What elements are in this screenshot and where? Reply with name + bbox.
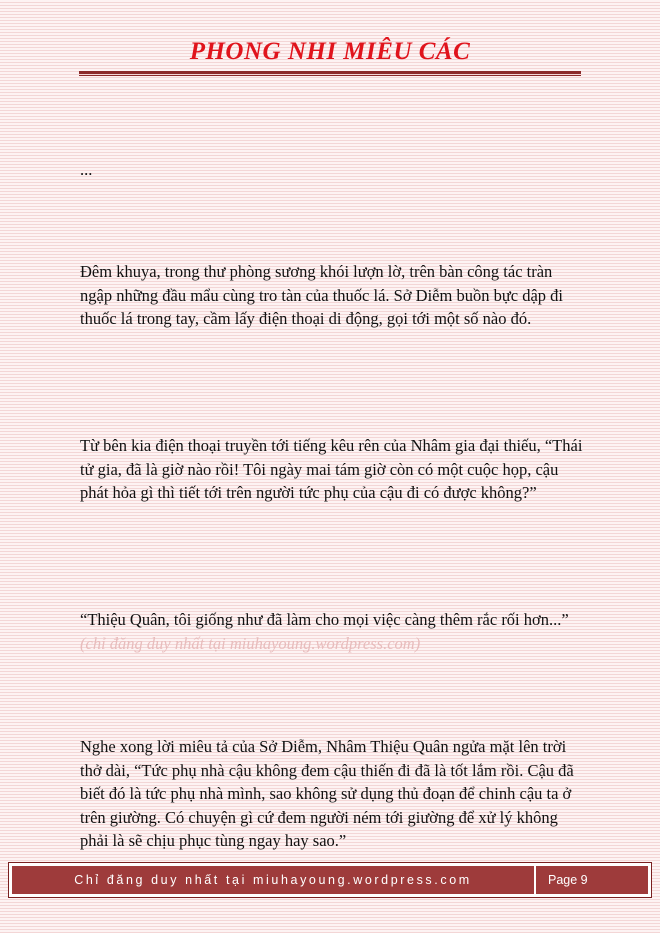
paragraph: Nghe xong lời miêu tả của Sở Diễm, Nhâm Thiệu Quân ngửa mặt lên trời thở dài, “Tức phụ nhà cậu không đem cậu thiến đi đã là tốt lắm rồi. Cậu đã biết đó là tức phụ nhà mình, sao không sử dụng thủ đoạn để chinh cậu ta ở trên giường. Có chuyện gì cứ đem người ném tới giường để xử lý không phải là sẽ chịu phục tùng ngay hay sao.”: [80, 737, 574, 850]
footer-bar: [12, 866, 648, 894]
page-footer: [8, 862, 652, 898]
paragraph: Đêm khuya, trong thư phòng sương khói lượn lờ, trên bàn công tác tràn ngập những đầu mẩu cùng tro tàn của thuốc lá. Sở Diễm buồn bực dập đi thuốc lá trong tay, cầm lấy điện thoại di động, gọi tới một số nào đó.: [80, 262, 564, 328]
header-divider: [79, 71, 581, 74]
watermark-text: (chỉ đăng duy nhất tại miuhayoung.wordpress.com): [80, 633, 421, 653]
page-number: Page 9: [548, 873, 588, 887]
footer-credit: Chỉ đăng duy nhất tại miuhayoung.wordpress.com: [74, 873, 472, 887]
paragraph: [80, 608, 585, 655]
page-header-title: PHONG NHI MIÊU CÁC: [189, 38, 471, 65]
paragraph-text: “Thiệu Quân, tôi giống như đã làm cho mọi việc càng thêm rắc rối hơn...”: [80, 610, 569, 629]
paragraph: Từ bên kia điện thoại truyền tới tiếng kêu rên của Nhâm gia đại thiếu, “Thái tử gia, đã là giờ nào rồi! Tôi ngày mai tám giờ còn có một cuộc họp, cậu phát hỏa gì thì tiết tới trên người tức phụ của cậu đi có được không?”: [80, 436, 583, 502]
paragraph-ellipsis: ...: [80, 160, 93, 179]
header-divider-thin: [79, 75, 581, 76]
